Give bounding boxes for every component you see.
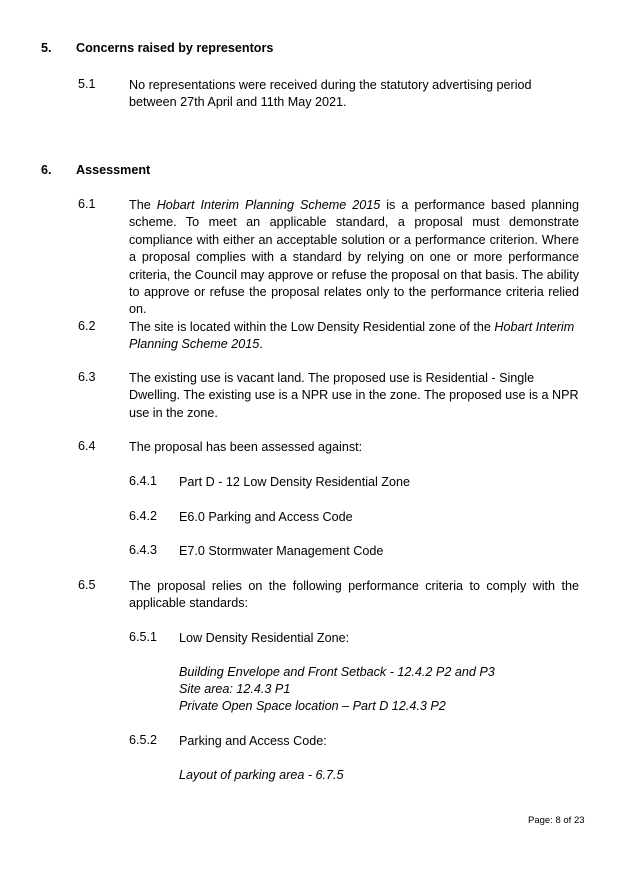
section-5-title: Concerns raised by representors [76,41,274,55]
detail-line: Layout of parking area - 6.7.5 [179,768,344,782]
para-6-2-text [129,319,581,354]
item-6-4-2-text: E6.0 Parking and Access Code [179,510,353,524]
para-6-5-number: 6.5 [78,578,96,592]
para-6-4-number: 6.4 [78,439,96,453]
item-6-5-2-number: 6.5.2 [129,733,158,747]
para-6-1-number: 6.1 [78,197,96,211]
para-6-1-lead: The [129,198,157,212]
item-6-4-3-number: 6.4.3 [129,543,158,557]
para-6-3-text: The existing use is vacant land. The proposed use is Residential - Single Dwelling. The existing use is a NPR use in the zone. The proposed use is a NPR use in the zone. [129,371,579,420]
detail-line: Private Open Space location – Part D 12.4.3 P2 [179,699,446,713]
detail-line: Building Envelope and Front Setback - 12.4.2 P2 and P3 [179,665,495,679]
item-6-4-2-number: 6.4.2 [129,509,158,523]
detail-line: Site area: 12.4.3 P1 [179,682,291,696]
section-5-number: 5. [41,41,52,55]
para-6-2-lead: The site is located within the Low Density Residential zone of the [129,320,495,334]
item-6-5-1-number: 6.5.1 [129,630,158,644]
section-6-title: Assessment [76,163,151,177]
section-6-number: 6. [41,163,52,177]
scheme-name: Hobart Interim Planning Scheme 2015 [129,320,575,352]
para-6-5-text: The proposal relies on the following performance criteria to comply with the applicable standards: [129,579,579,611]
para-5-1-number: 5.1 [78,77,96,91]
para-6-3-number: 6.3 [78,370,96,384]
para-6-2-tail: . [259,337,263,352]
para-5-1-text: No representations were received during the statutory advertising period between 27th April and 11th May 2021. [129,78,532,110]
item-6-4-3-text: E7.0 Stormwater Management Code [179,544,384,558]
item-6-4-1-text: Part D - 12 Low Density Residential Zone [179,475,410,489]
scheme-name: Hobart Interim Planning Scheme 2015 [156,198,381,212]
item-6-4-1-number: 6.4.1 [129,474,158,488]
para-6-2-number: 6.2 [78,319,96,333]
item-6-5-1-text: Low Density Residential Zone: [179,631,350,645]
item-6-5-2-text: Parking and Access Code: [179,734,327,748]
para-6-4-text: The proposal has been assessed against: [129,440,363,454]
para-6-1-text [129,197,579,319]
para-6-1-rest: is a performance based planning scheme. To meet an applicable standard, a proposal must demonstrate compliance with either an acceptable solution or a performance criterion. Where a proposal complies with a standard by relying on one or more performance criteria, the Council may approve or refuse the proposal on that basis. The ability to approve or refuse the proposal relates only to the performance criteria relied on. [129,198,579,317]
page-number: Page: 8 of 23 [528,815,585,826]
